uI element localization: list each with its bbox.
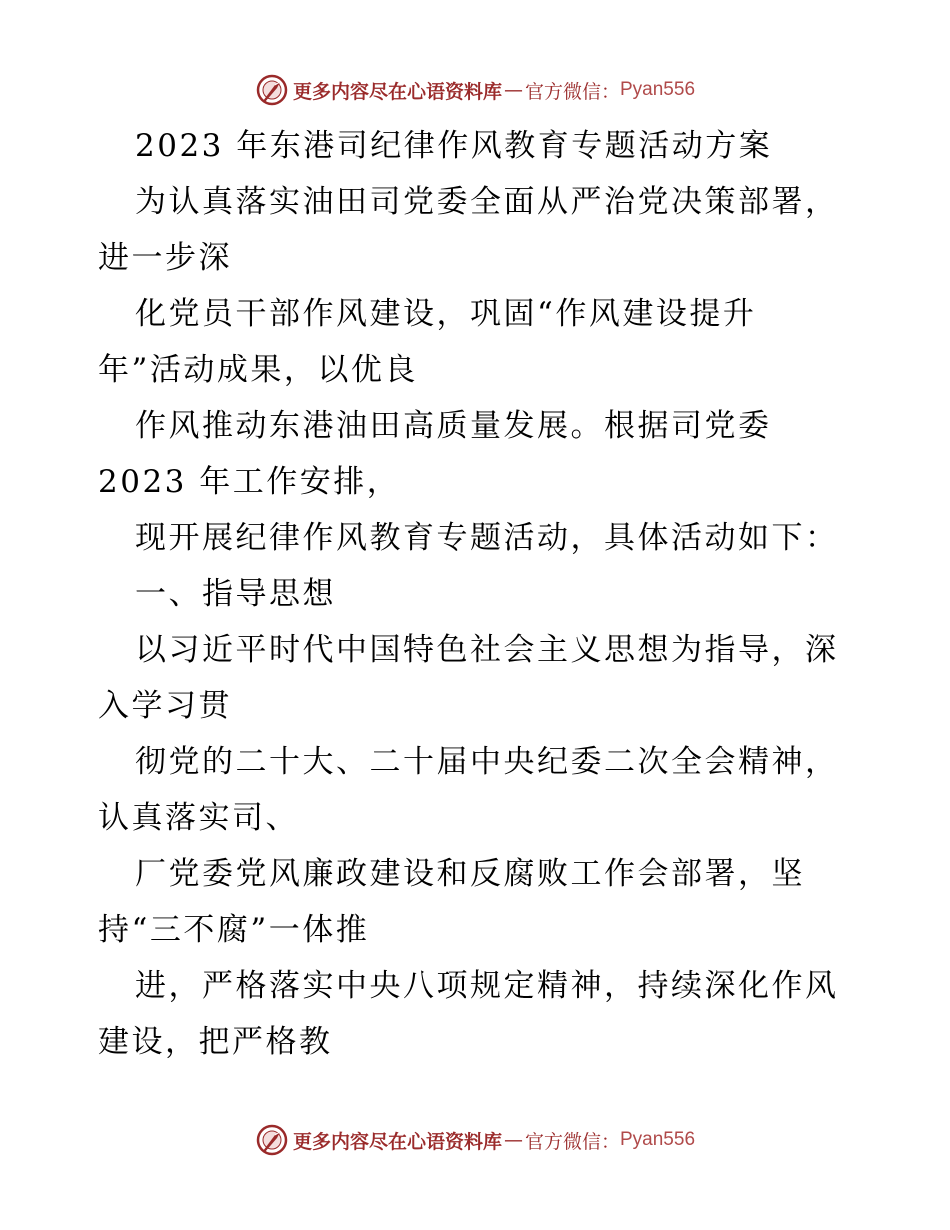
banner-text: 更多内容尽在心语资料库: [292, 1130, 502, 1153]
text-line: 2023 年工作安排，: [98, 464, 401, 500]
text-line: 入学习贯: [98, 688, 232, 724]
banner-id: Pyan556: [620, 79, 696, 100]
text-line: 进，严格落实中央八项规定精神，持续深化作风: [135, 968, 839, 1004]
footer-banner-content: [255, 1123, 695, 1157]
text-line: 为认真落实油田司党委全面从严治党决策部署，: [135, 184, 839, 220]
text-line: 作风推动东港油田高质量发展。根据司党委: [135, 408, 772, 444]
text-line: 年”活动成果，以优良: [98, 352, 418, 388]
banner-brand: 官方微信：: [524, 1130, 620, 1153]
header-banner-content: [255, 73, 695, 107]
text-line: 认真落实司、: [98, 800, 299, 836]
banner-text: 更多内容尽在心语资料库: [292, 80, 502, 103]
text-line: 化党员干部作风建设，巩固“作风建设提升: [135, 296, 757, 332]
text-line: 进一步深: [98, 240, 232, 276]
banner-id: Pyan556: [620, 1129, 696, 1150]
text-line: 厂党委党风廉政建设和反腐败工作会部署，坚: [135, 856, 805, 892]
document-title: 2023 年东港司纪律作风教育专题活动方案: [135, 128, 773, 164]
text-line: 彻党的二十大、二十届中央纪委二次全会精神，: [135, 744, 839, 780]
text-line: 以习近平时代中国特色社会主义思想为指导，深: [135, 632, 839, 668]
text-line: 建设，把严格教: [98, 1024, 333, 1060]
banner-separator: —: [503, 1129, 523, 1151]
text-line: 持“三不腐”一体推: [98, 912, 370, 948]
document-body: [98, 118, 898, 1070]
banner-brand: 官方微信：: [524, 80, 620, 103]
pen-nib-logo-icon: [255, 73, 289, 107]
section-heading: 一、指导思想: [135, 576, 336, 612]
text-line: 现开展纪律作风教育专题活动，具体活动如下：: [135, 520, 839, 556]
footer-banner: [0, 1120, 950, 1160]
pen-nib-logo-icon: [255, 1123, 289, 1157]
header-banner: [0, 70, 950, 110]
banner-separator: —: [503, 79, 523, 101]
